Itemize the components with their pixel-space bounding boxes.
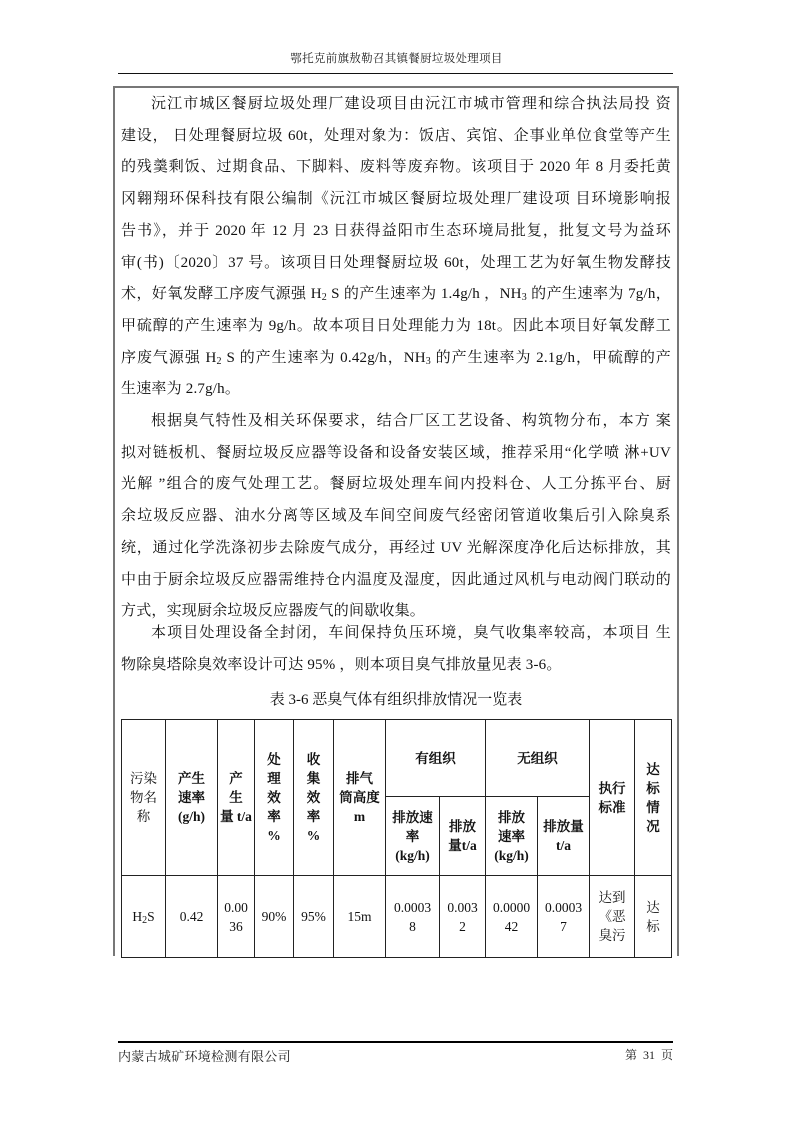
text-fragment: 的产生速率为 7g/h， bbox=[526, 286, 671, 303]
text-line: 生速率为 2.7g/h。 bbox=[121, 381, 241, 398]
cell-text: 0.0003 bbox=[393, 899, 432, 915]
header-standard bbox=[590, 720, 635, 876]
header-pollutant bbox=[122, 720, 166, 876]
header-text: 排气 bbox=[346, 771, 373, 786]
header-text: 处 bbox=[267, 752, 281, 767]
header-text: 理 bbox=[267, 771, 281, 786]
text-fragment: S 的产生速率为 1.4g/h ，NH bbox=[326, 286, 522, 303]
text-line: 的残羹剩饭、过期食品、下脚料、废料等废弃物。该项目于 2020 年 8 月委托黄 bbox=[121, 159, 671, 176]
header-organized: 有组织 bbox=[386, 720, 486, 797]
cell-collection-efficiency: 95% bbox=[294, 876, 334, 958]
cell-text: 0.0003 bbox=[544, 899, 583, 915]
paragraph-1 bbox=[121, 89, 671, 406]
text-line bbox=[121, 343, 671, 375]
cell-text: 0.00 bbox=[224, 899, 248, 915]
header-compliance bbox=[635, 720, 672, 876]
text-fragment: 的产生速率为 2.1g/h，甲硫醇的产 bbox=[430, 349, 672, 366]
header-text: 速率 bbox=[498, 828, 525, 844]
footer-company: 内蒙古城矿环境检测有限公司 bbox=[118, 1049, 291, 1064]
text-line: 物除臭塔除臭效率设计可达 95% ，则本项目臭气排放量见表 3-6。 bbox=[121, 656, 562, 673]
cell-text: 臭污 bbox=[598, 928, 626, 943]
header-stack-height bbox=[334, 720, 386, 876]
header-text: (g/h) bbox=[178, 809, 205, 824]
header-text: 污染 bbox=[130, 771, 157, 786]
subscript: 3 bbox=[521, 292, 527, 304]
cell-unorganized-rate bbox=[486, 876, 538, 958]
header-organized-rate bbox=[386, 797, 440, 876]
header-text: 称 bbox=[136, 809, 151, 824]
header-text: (kg/h) bbox=[395, 847, 430, 863]
header-text: 况 bbox=[646, 818, 660, 834]
header-text: 物名 bbox=[130, 790, 157, 805]
text-line: 根据臭气特性及相关环保要求，结合厂区工艺设备、构筑物分布，本方 案 bbox=[151, 413, 671, 429]
header-text: 生 bbox=[229, 790, 243, 805]
emission-table bbox=[121, 719, 672, 958]
header-text: 产 bbox=[229, 771, 243, 786]
cell-organized-rate bbox=[386, 876, 440, 958]
header-text: m bbox=[353, 809, 366, 824]
text-line: 中由于厨余垃圾反应器需维持仓内温度及湿度，因此通过风机与电动阀门联动的 bbox=[121, 571, 671, 588]
header-text: 效 bbox=[306, 790, 321, 805]
header-text: 率 bbox=[405, 828, 420, 844]
cell-unorganized-amount bbox=[538, 876, 590, 958]
header-text: 集 bbox=[306, 771, 321, 786]
header-collection-efficiency bbox=[294, 720, 334, 876]
header-text: 执行 bbox=[598, 780, 626, 796]
cell-generation-rate: 0.42 bbox=[166, 876, 218, 958]
text-fragment: 序废气源强 H bbox=[121, 349, 217, 366]
footer-page-number: 第 31 页 bbox=[624, 1048, 673, 1062]
cell-text: 2 bbox=[459, 918, 466, 934]
header-text: 标准 bbox=[598, 799, 626, 815]
cell-generation-amount bbox=[218, 876, 255, 958]
cell-text: 标 bbox=[646, 918, 660, 934]
text-fragment: H bbox=[132, 909, 143, 924]
header-text: 排放 bbox=[449, 819, 476, 834]
cell-treatment-efficiency: 90% bbox=[255, 876, 294, 958]
header-divider bbox=[118, 73, 673, 74]
cell-text: 8 bbox=[409, 918, 416, 934]
text-line: 拟对链板机、餐厨垃圾反应器等设备和设备安装区域，推荐采用“化学喷 淋+UV bbox=[121, 444, 671, 461]
header-generation-rate bbox=[166, 720, 218, 876]
header-text: % bbox=[306, 828, 321, 843]
text-fragment: S bbox=[147, 909, 155, 924]
header-text: 情 bbox=[646, 799, 660, 815]
header-text: t/a bbox=[556, 838, 571, 853]
text-line: 余垃圾反应器、油水分离等区域及车间空间废气经密闭管道收集后引入除臭系 bbox=[121, 508, 671, 525]
cell-text: 36 bbox=[229, 918, 243, 934]
cell-text: 0.0000 bbox=[492, 899, 531, 915]
subscript: 2 bbox=[321, 292, 327, 304]
header-text: 排放量 bbox=[543, 819, 584, 834]
text-line: 统，通过化学洗涤初步去除废气成分，再经过 UV 光解深度净化后达标排放，其 bbox=[121, 539, 671, 556]
text-line: 甲硫醇的产生速率为 9g/h。故本项目日处理能力为 18t。因此本项目好氧发酵工 bbox=[121, 317, 671, 334]
table-header-row-1 bbox=[122, 720, 672, 797]
cell-text: 0.003 bbox=[447, 899, 478, 915]
header-text: 排放速 bbox=[392, 809, 433, 825]
cell-text: 42 bbox=[504, 918, 519, 934]
header-text: 收 bbox=[306, 752, 321, 767]
header-unorganized: 无组织 bbox=[486, 720, 590, 797]
paragraph-2 bbox=[121, 406, 671, 628]
text-line: 建设， 日处理餐厨垃圾 60t，处理对象为：饭店、宾馆、企事业单位食堂等产生 bbox=[121, 127, 671, 144]
cell-text: 达 bbox=[646, 899, 660, 915]
header-text: 率 bbox=[267, 809, 281, 824]
table-row bbox=[122, 876, 672, 958]
header-organized-amount bbox=[440, 797, 486, 876]
header-text: 效 bbox=[267, 790, 281, 805]
footer-divider bbox=[118, 1041, 673, 1043]
text-line: 审(书)〔2020〕37 号。该项目日处理餐厨垃圾 60t，处理工艺为好氧生物发酵技 bbox=[121, 254, 671, 271]
header-text: 量t/a bbox=[448, 838, 477, 853]
header-treatment-efficiency bbox=[255, 720, 294, 876]
text-line: 告书》，并于 2020 年 12 月 23 日获得益阳市生态环境局批复，批复文号为益环 bbox=[121, 222, 671, 239]
header-text: 排放 bbox=[498, 809, 525, 825]
text-fragment: 术，好氧发酵工序废气源强 H bbox=[121, 286, 322, 303]
text-line: 光解 ”组合的废气处理工艺。餐厨垃圾处理车间内投料仓、人工分拣平台、厨 bbox=[121, 476, 671, 493]
cell-pollutant bbox=[122, 876, 166, 958]
table-caption: 表 3-6 恶臭气体有组织排放情况一览表 bbox=[269, 692, 523, 708]
header-text: 量 t/a bbox=[220, 809, 252, 824]
text-fragment: S 的产生速率为 0.42g/h，NH bbox=[221, 349, 426, 366]
header-text: (kg/h) bbox=[494, 847, 529, 863]
header-unorganized-amount bbox=[538, 797, 590, 876]
header-text: 产生 bbox=[178, 771, 205, 786]
header-text: 速率 bbox=[178, 790, 205, 805]
cell-text: 《恶 bbox=[598, 909, 626, 924]
text-line: 沅江市城区餐厨垃圾处理厂建设项目由沅江市城市管理和综合执法局投 资 bbox=[151, 96, 671, 112]
text-line: 方式，实现厨余垃圾反应器废气的间歇收集。 bbox=[121, 603, 426, 620]
cell-stack-height: 15m bbox=[334, 876, 386, 958]
cell-standard bbox=[590, 876, 635, 958]
header-text: 筒高度 bbox=[339, 790, 380, 805]
header-text: 达 bbox=[646, 761, 660, 777]
cell-text: 7 bbox=[560, 918, 567, 934]
header-generation-amount bbox=[218, 720, 255, 876]
subscript: 3 bbox=[425, 355, 431, 367]
text-line bbox=[121, 279, 671, 311]
subscript: 2 bbox=[216, 355, 222, 367]
text-line: 本项目处理设备全封闭，车间保持负压环境，臭气收集率较高，本项目 生 bbox=[151, 625, 671, 641]
paragraph-3 bbox=[121, 618, 671, 681]
header-unorganized-rate bbox=[486, 797, 538, 876]
header-text: 标 bbox=[646, 780, 660, 796]
header-text: % bbox=[267, 828, 281, 843]
cell-compliance bbox=[635, 876, 672, 958]
header-text: 率 bbox=[306, 809, 321, 824]
cell-organized-amount bbox=[440, 876, 486, 958]
text-line: 冈翱翔环保科技有限公编制《沅江市城区餐厨垃圾处理厂建设项 目环境影响报 bbox=[121, 191, 671, 208]
cell-text: 达到 bbox=[598, 890, 626, 905]
subscript: 2 bbox=[142, 915, 148, 926]
document-header-title: 鄂托克前旗敖勒召其镇餐厨垃圾处理项目 bbox=[290, 53, 503, 65]
